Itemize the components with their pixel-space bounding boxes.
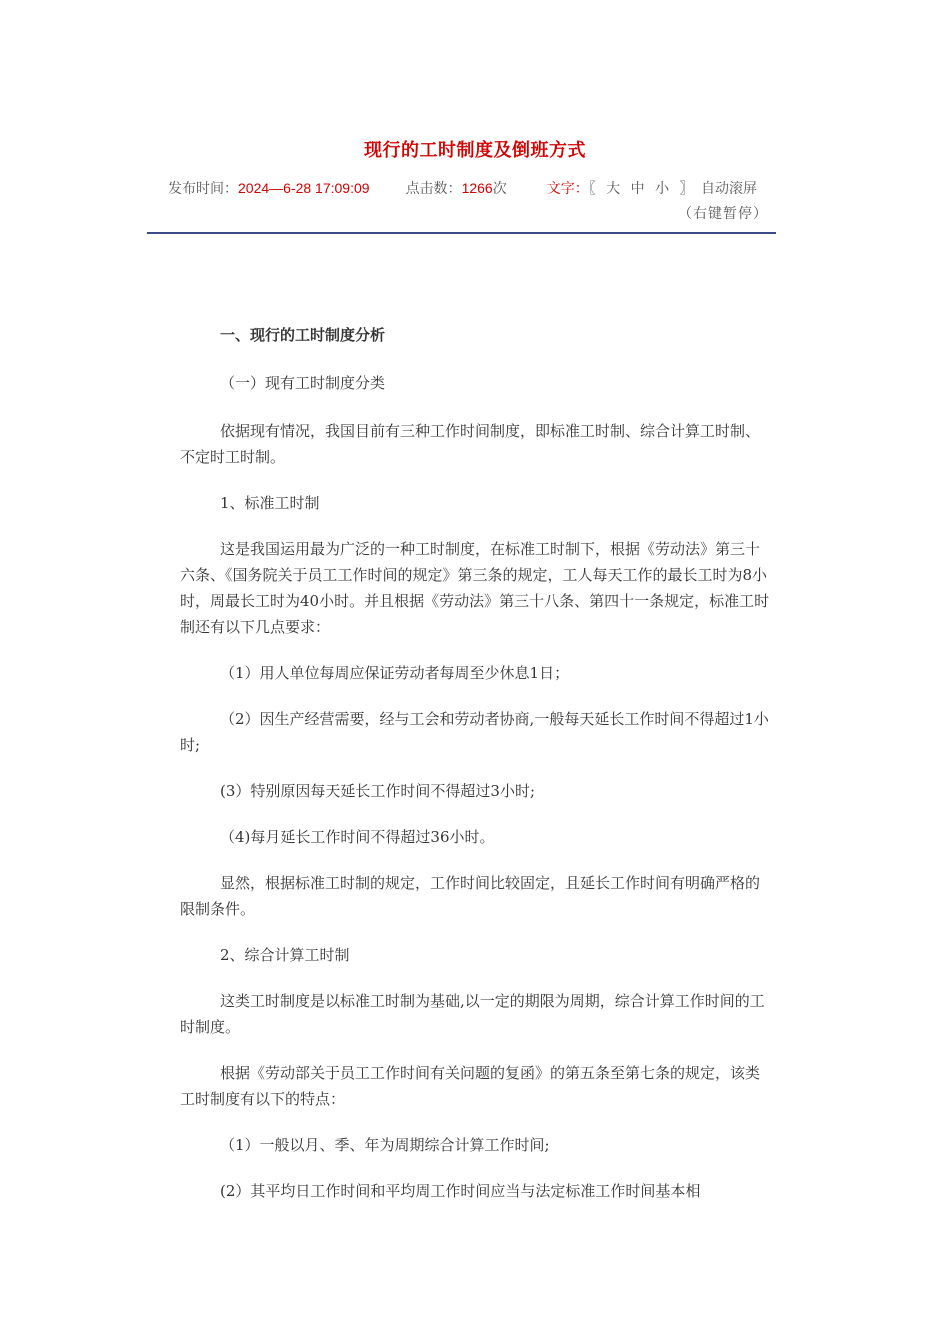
autoscroll-link[interactable]: 自动滚屏: [700, 181, 757, 197]
subsection-heading: （一）现有工时制度分类: [220, 374, 386, 392]
paragraph: 根据《劳动部关于员工工作时间有关问题的复函》的第五条至第七条的规定，该类工时制度有以下的特点：: [180, 1064, 761, 1108]
publish-time: 2024—6-28 17:09:09: [238, 180, 370, 196]
font-size-medium-link[interactable]: 中: [630, 181, 648, 197]
publish-label: 发布时间：: [168, 181, 238, 197]
text-size-label: 文字：: [546, 181, 589, 197]
subsection-heading: 2、综合计算工时制: [220, 946, 350, 964]
autoscroll-hint: （右键暂停）: [678, 206, 768, 222]
paragraph: 这是我国运用最为广泛的一种工时制度，在标准工时制下，根据《劳动法》第三十六条、《国务院关于员工工作时间的规定》第三条的规定，工人每天工作的最长工时为8小时，周最长工时为40小时。并且根据《劳动法》第三十八条、第四十一条规定，标准工时制还有以下几点要求：: [180, 540, 770, 636]
bracket-close: 〗: [679, 181, 697, 197]
list-item: (2）其平均日工作时间和平均周工作时间应当与法定标准工作时间基本相: [220, 1182, 701, 1200]
title-divider: [147, 232, 776, 234]
paragraph: 依据现有情况，我国目前有三种工作时间制度，即标准工时制、综合计算工时制、不定时工时制。: [180, 422, 761, 466]
article-body: [180, 322, 770, 1204]
list-item: （1）用人单位每周应保证劳动者每周至少休息1日；: [220, 664, 570, 682]
list-item: （2）因生产经营需要，经与工会和劳动者协商,一般每天延长工作时间不得超过1小时;: [180, 710, 769, 754]
article-title: 现行的工时制度及倒班方式: [364, 140, 586, 161]
section-heading: 一、现行的工时制度分析: [220, 326, 386, 344]
list-item: (3）特别原因每天延长工作时间不得超过3小时;: [220, 782, 535, 800]
font-size-small-link[interactable]: 小: [655, 181, 673, 197]
clicks-value: 1266: [461, 180, 493, 196]
paragraph: 显然，根据标准工时制的规定，工作时间比较固定，且延长工作时间有明确严格的限制条件。: [180, 874, 761, 918]
clicks-label: 点击数：: [405, 181, 462, 197]
subsection-heading: 1、标准工时制: [220, 494, 320, 512]
list-item: （4)每月延长工作时间不得超过36小时。: [220, 828, 495, 846]
font-size-large-link[interactable]: 大: [606, 181, 624, 197]
article-meta: [168, 178, 808, 199]
list-item: （1）一般以月、季、年为周期综合计算工作时间;: [220, 1136, 550, 1154]
paragraph: 这类工时制度是以标准工时制为基础,以一定的期限为周期，综合计算工作时间的工时制度。: [180, 992, 765, 1036]
bracket-open: 〖: [588, 181, 599, 197]
clicks-unit: 次: [492, 181, 507, 197]
